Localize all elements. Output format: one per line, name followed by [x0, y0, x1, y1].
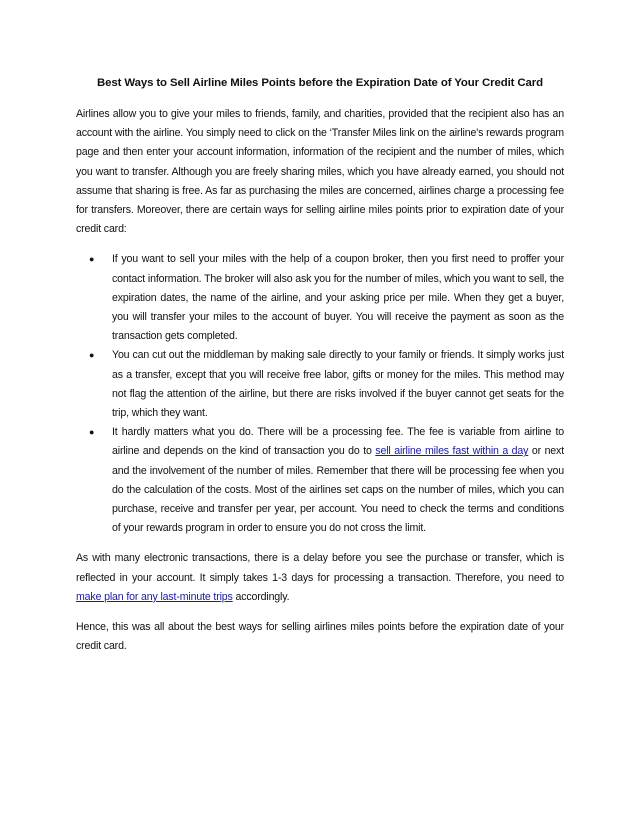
list-item [89, 346, 564, 423]
paragraph-text: accordingly. [232, 590, 290, 603]
list-item-text: You can cut out the middleman by making sale directly to your family or friends. It simply works just as a transfer, except that you will receive free labor, gifts or money for the miles. This method may not flag the attention of the airline, but there are risks involved if the buyer cannot get seats for the trip, which they want. [112, 349, 564, 420]
transactions-paragraph [76, 549, 564, 607]
document-title: Best Ways to Sell Airline Miles Points before the Expiration Date of Your Credit Card [97, 77, 543, 89]
bullet-list [76, 250, 564, 538]
list-item-text: If you want to sell your miles with the help of a coupon broker, then you first need to proffer your contact information. The broker will also ask you for the number of miles, which you want to sell, the expiration dates, the name of the airline, and your asking price per mile. When they get a buyer, you will transfer your miles to the account of buyer. You will receive the payment as soon as the transaction gets completed. [112, 253, 564, 343]
bullet-icon: ● [89, 427, 95, 438]
sell-miles-link[interactable]: sell airline miles fast within a day [375, 445, 529, 458]
list-item [89, 423, 564, 538]
list-item-text: It hardly matters what you do. There will be a processing fee. The fee is variable from airline to airline and depends on the kind of transaction you do to [112, 426, 564, 458]
paragraph-text: As with many electronic transactions, there is a delay before you see the purchase or transfer, which is reflected in your account. It simply takes 1-3 days for processing a transaction. Therefore, you need to [76, 552, 564, 584]
plan-trips-link[interactable]: make plan for any last-minute trips [76, 590, 233, 603]
conclusion-paragraph: Hence, this was all about the best ways for selling airlines miles points before the expiration date of your credit card. [76, 621, 564, 653]
list-item [89, 250, 564, 346]
list-item-text: or next and the involvement of the number of miles. Remember that there will be processing fee when you do the calculation of the costs. Most of the airlines set caps on the number of miles, which you can purchase, receive and transfer per year, per account. You need to check the terms and conditions of your rewards program in order to ensure you do not cross the limit. [112, 445, 564, 535]
bullet-icon: ● [89, 254, 95, 265]
bullet-icon: ● [89, 350, 95, 361]
intro-paragraph: Airlines allow you to give your miles to friends, family, and charities, provided that the recipient also has an account with the airline. You simply need to click on the ‘Transfer Miles link on the airline's rewards program page and then enter your account information, information of the recipient and the number of miles, which you want to transfer. Although you are freely sharing miles, which you have already earned, you should not assume that sharing is free. As far as purchasing the miles are concerned, airlines charge a processing fee for transfers. Moreover, there are certain ways for selling airline miles points prior to expiration date of your credit card: [76, 108, 564, 236]
